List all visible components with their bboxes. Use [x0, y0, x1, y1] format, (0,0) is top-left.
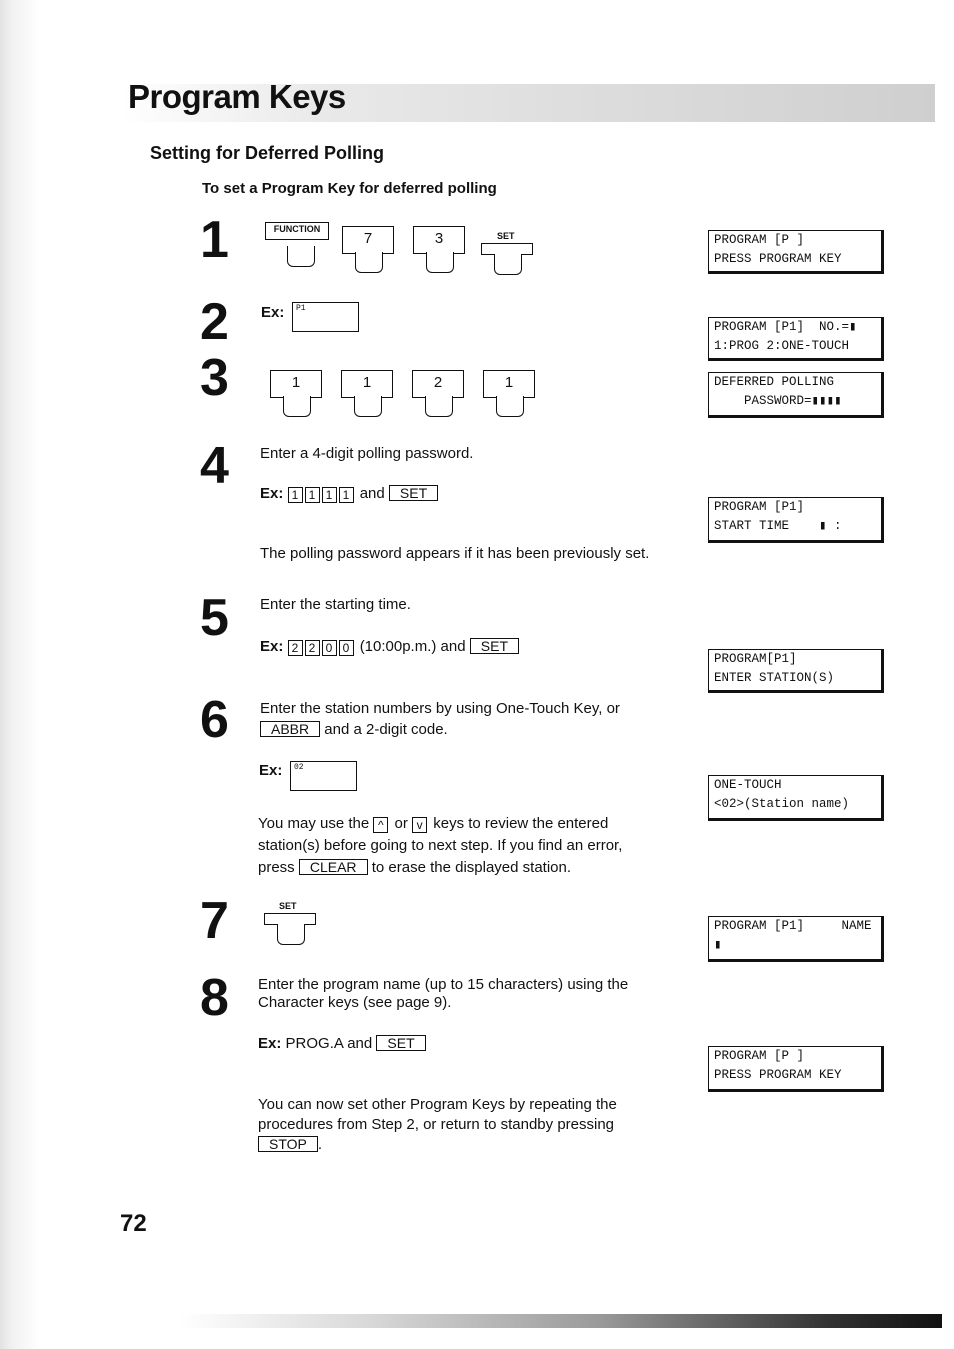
- example-line: Ex: 1 1 1 1 and SET: [260, 483, 438, 504]
- step-text: Enter a 4-digit polling password.: [260, 445, 474, 462]
- set-key: SET: [376, 1035, 425, 1051]
- lcd-display: PROGRAM [P ] PRESS PROGRAM KEY: [708, 1046, 884, 1092]
- keypad-key: 7: [342, 226, 394, 254]
- example-line: Ex: PROG.A and SET: [258, 1033, 426, 1054]
- step-text: Enter the program name (up to 15 characters) using the: [258, 976, 629, 993]
- set-key: SET: [389, 485, 438, 501]
- step-text: Enter the station numbers by using One-Touch Key, or: [260, 700, 620, 717]
- hand-icon: [494, 254, 522, 275]
- set-key: SET: [470, 638, 519, 654]
- step-text: ABBR and a 2-digit code.: [260, 719, 448, 740]
- hand-icon: [354, 396, 382, 417]
- hand-icon: [426, 252, 454, 273]
- step-note: You can now set other Program Keys by repeating the: [258, 1096, 617, 1113]
- ex-label: Ex:: [259, 762, 283, 779]
- lcd-display: PROGRAM[P1] ENTER STATION(S): [708, 649, 884, 693]
- bottom-bar: [180, 1314, 942, 1328]
- step-note: procedures from Step 2, or return to standby pressing: [258, 1116, 615, 1133]
- step-note: You may use the ^ or v keys to review the entered: [258, 815, 609, 832]
- keypad-key: 3: [413, 226, 465, 254]
- example-display: P1: [292, 302, 359, 332]
- page-title: Program Keys: [128, 78, 346, 115]
- step-number: 4: [200, 437, 229, 495]
- step-note: press CLEAR to erase the displayed station.: [258, 859, 572, 876]
- step-number: 5: [200, 589, 229, 647]
- step-note: The polling password appears if it has been previously set.: [260, 545, 650, 562]
- set-label: SET: [497, 231, 515, 241]
- step-number: 2: [200, 293, 229, 351]
- lcd-display: DEFERRED POLLING PASSWORD=▮▮▮▮: [708, 372, 884, 418]
- lcd-display: PROGRAM [P1] NAME ▮: [708, 916, 884, 962]
- lcd-display: PROGRAM [P ] PRESS PROGRAM KEY: [708, 230, 884, 274]
- hand-icon: [496, 396, 524, 417]
- hand-icon: [287, 246, 315, 267]
- example-line: Ex: 2 2 0 0 (10:00p.m.) and SET: [260, 636, 519, 657]
- scan-edge: [0, 0, 40, 1349]
- step-number: 6: [200, 691, 229, 749]
- step-number: 8: [200, 969, 229, 1027]
- ex-label: Ex:: [261, 304, 285, 321]
- hand-icon: [277, 924, 305, 945]
- hand-icon: [425, 396, 453, 417]
- step-number: 1: [200, 211, 229, 269]
- lcd-display: PROGRAM [P1] START TIME ▮ :: [708, 497, 884, 543]
- section-title: Setting for Deferred Polling: [150, 143, 385, 163]
- keypad-key: 2: [412, 370, 464, 398]
- hand-icon: [355, 252, 383, 273]
- lcd-display: PROGRAM [P1] NO.=▮ 1:PROG 2:ONE-TOUCH: [708, 317, 884, 361]
- lcd-display: ONE-TOUCH <02>(Station name): [708, 775, 884, 821]
- hand-icon: [283, 396, 311, 417]
- keypad-key: 1: [483, 370, 535, 398]
- step-note: STOP .: [258, 1134, 322, 1155]
- set-label: SET: [279, 901, 297, 911]
- function-key: FUNCTION: [265, 222, 329, 240]
- abbr-key: ABBR: [260, 721, 320, 737]
- step-note: station(s) before going to next step. If you find an error,: [258, 837, 623, 854]
- subtitle: To set a Program Key for deferred polling: [202, 180, 497, 197]
- stop-key: STOP: [258, 1136, 318, 1152]
- clear-key: CLEAR: [299, 859, 368, 875]
- step-text: Enter the starting time.: [260, 596, 411, 613]
- step-text: Character keys (see page 9).: [258, 994, 452, 1011]
- example-display: 02: [290, 761, 357, 791]
- page-number: 72: [120, 1210, 147, 1237]
- keypad-key: 1: [341, 370, 393, 398]
- step-number: 3: [200, 349, 229, 407]
- step-number: 7: [200, 892, 229, 950]
- keypad-key: 1: [270, 370, 322, 398]
